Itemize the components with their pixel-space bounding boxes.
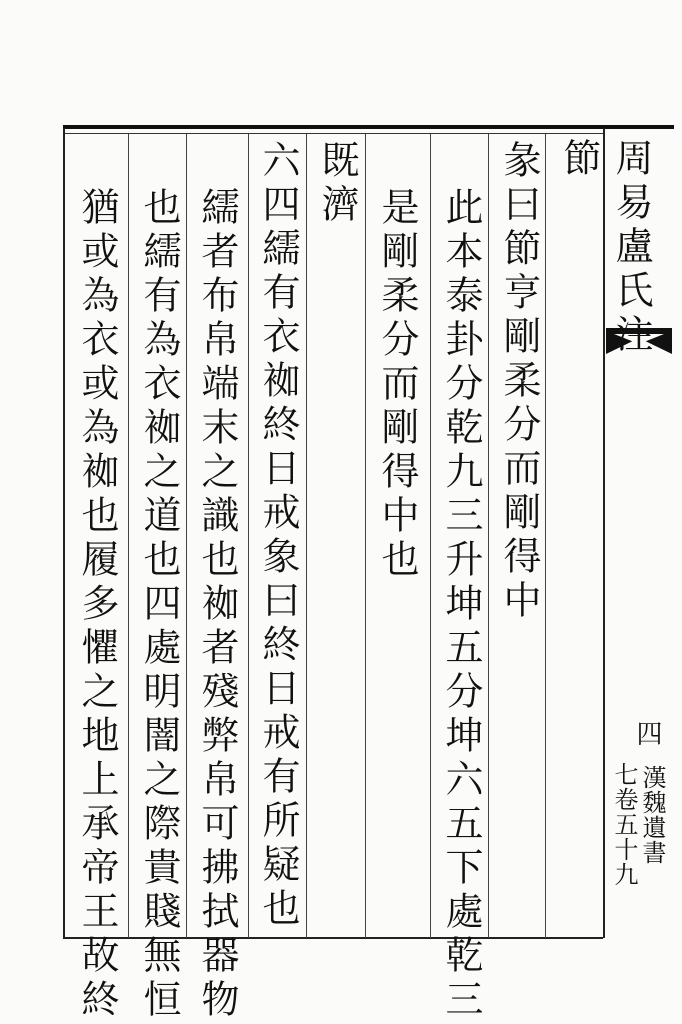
column-rule	[63, 128, 65, 938]
fold-label-top: 四	[632, 720, 662, 748]
column-rule	[365, 134, 366, 938]
column-rule	[248, 134, 249, 938]
column-rule	[430, 134, 431, 938]
column-rule	[306, 134, 307, 938]
top-border-inner	[63, 133, 603, 134]
center-rule	[603, 128, 605, 938]
column-rule	[186, 134, 187, 938]
fold-label-volume: 七卷五十九	[610, 762, 638, 887]
column-rule	[545, 134, 546, 938]
fold-label-collection: 漢魏遺書	[638, 765, 666, 865]
top-border	[63, 125, 674, 129]
text-column-8: 猶或為衣或為袽也履多懼之地上承帝王故終	[75, 187, 119, 1023]
section-title: 節	[557, 138, 601, 182]
text-column-6: 繻者布帛端末之識也袽者殘弊帛可拂拭器物	[195, 187, 239, 1023]
text-column-4: 既濟	[315, 140, 359, 228]
column-rule	[488, 134, 489, 938]
text-column-3: 是剛柔分而剛得中也	[375, 187, 419, 583]
text-column-5: 六四繻有衣袽終日戒象曰終日戒有所疑也	[256, 140, 300, 932]
book-title: 周易盧氏注	[609, 138, 653, 358]
text-column-1: 彖曰節亨剛柔分而剛得中	[497, 140, 541, 624]
column-rule	[128, 134, 129, 938]
text-column-2: 此本泰卦分乾九三升坤五分坤六五下處乾三	[439, 187, 483, 1023]
text-column-7: 也繻有為衣袽之道也四處明闇之際貴賤無恒	[137, 187, 181, 1023]
